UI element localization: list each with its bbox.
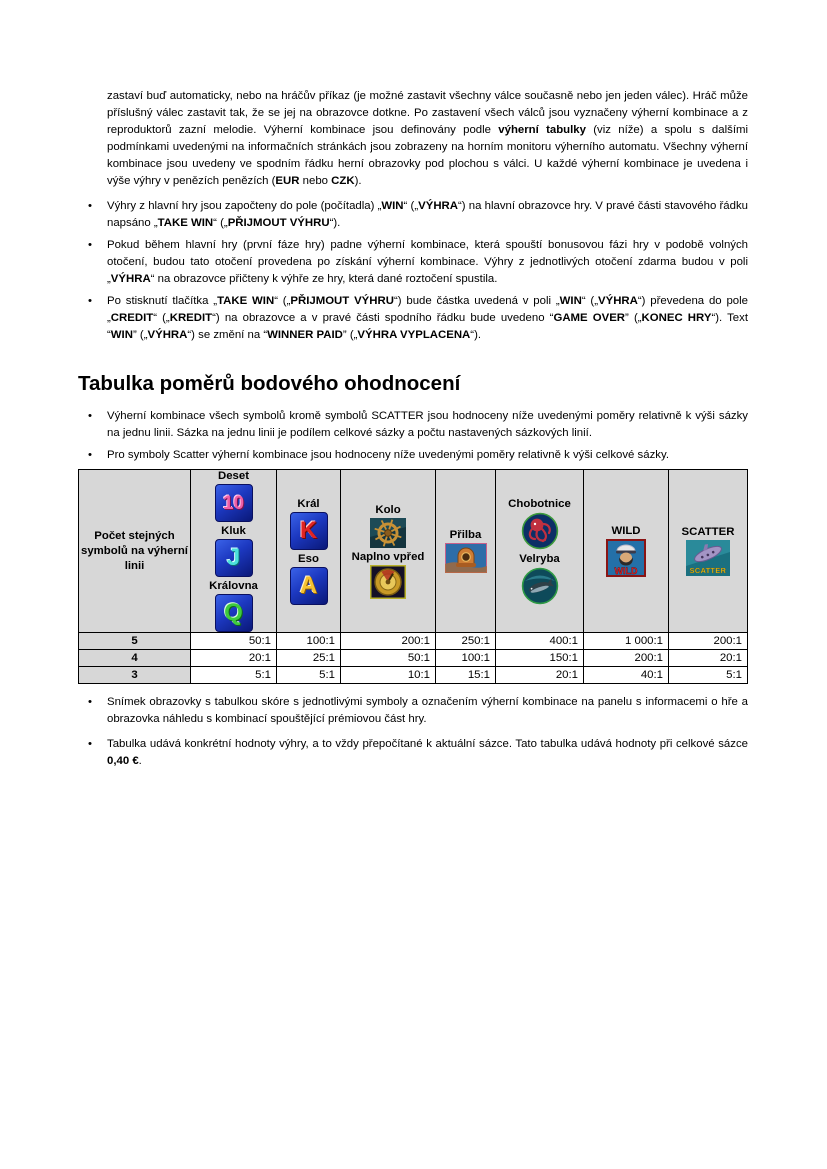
- ship-wheel-icon: [370, 518, 406, 548]
- paytable-col-high-cards: [277, 470, 341, 633]
- paytable-row-3: [79, 667, 748, 684]
- bullet-text: Pokud během hlavní hry (první fáze hry) padne výherní kombinace, která spouští bonusovou fázi hry v podobě volných otočení, budou tato otočení provedena po získání výherní kombinace. Výhry z jednotlivých otočení zdarma budou v poli „VÝHRA“ na obrazovce přičteny k výhře ze hry, která dané roztočení spustila.: [107, 239, 748, 285]
- value-cell: 200:1: [341, 633, 436, 650]
- symbol-eso: [290, 553, 328, 605]
- paytable: [78, 469, 748, 684]
- card-q-glyph: Q: [224, 599, 243, 626]
- symbol-kluk: [215, 525, 253, 577]
- bullet-text: Po stisknutí tlačítka „TAKE WIN“ („PŘIJMOUT VÝHRU“) bude částka uvedená v poli „WIN“ („VÝHRA“) převedena do pole „CREDIT“ („KREDIT“) na obrazovce a v pravé části spodního řádku bude uvedeno “GAME OVER” („KONEC HRY“). Text “WIN” („VÝHRA“) se změní na “WINNER PAID” („VÝHRA VYPLACENA“).: [107, 295, 748, 341]
- value-cell: 25:1: [277, 650, 341, 667]
- bullet-marker: •: [88, 410, 92, 422]
- symbol-wild: [606, 525, 646, 577]
- symbol-label-deset: Deset: [217, 470, 250, 482]
- symbol-label-kluk: Kluk: [221, 525, 246, 537]
- symbol-kralovna: [209, 580, 258, 632]
- value-cell: 100:1: [277, 633, 341, 650]
- symbol-scatter: [682, 526, 735, 576]
- paytable-corner-header: Počet stejných symbolů na výherní linii: [79, 470, 191, 633]
- symbol-chobotnice: [508, 498, 571, 550]
- bullet-item-bet-values-note: [78, 736, 748, 770]
- card-k-glyph: K: [299, 516, 318, 544]
- card-10-tile: [215, 484, 253, 522]
- value-cell: 5:1: [669, 667, 748, 684]
- bullet-item-win-field: [78, 198, 748, 232]
- bullet-marker: •: [88, 449, 92, 461]
- symbol-label-kral: Král: [297, 497, 320, 510]
- value-cell: 20:1: [191, 650, 277, 667]
- value-cell: 400:1: [496, 633, 584, 650]
- scatter-tile-text: SCATTER: [689, 566, 727, 575]
- bullet-marker: •: [88, 696, 92, 708]
- value-cell: 250:1: [436, 633, 496, 650]
- value-cell: 200:1: [584, 650, 669, 667]
- card-k-tile: [290, 512, 328, 550]
- value-cell: 40:1: [584, 667, 669, 684]
- bullet-item-line-bet-ratios: [78, 408, 748, 442]
- value-cell: 100:1: [436, 650, 496, 667]
- intro-paragraph: zastaví buď automaticky, nebo na hráčův příkaz (je možné zastavit všechny válce současně nebo jen jeden válec). Hráč může příslušný válec zastavit tak, že se jej na obrazovce dotkne. Po zastavení všech válců jsou vyznačeny výherní kombinace a z reproduktorů zazní melodie. Výherní kombinace jsou definovány podle výherní tabulky (viz níže) a spolu s dalšími podmínkami uvedenými na informačních stránkách jsou zobrazeny na horním monitoru výherního automatu. Všechny výherní kombinace jsou uvedeny ve spodním řádku herní obrazovky pod plochou s válci. U každé výherní kombinace je uvedena i výše výhry v penězích penězích (EUR nebo CZK).: [107, 90, 749, 187]
- section-heading: Tabulka poměrů bodového ohodnocení: [78, 372, 461, 395]
- symbol-naplno-vpred: [352, 551, 425, 599]
- bullet-marker: •: [88, 200, 92, 212]
- paytable-row-5: [79, 633, 748, 650]
- bullet-text: Tabulka udává konkrétní hodnoty výhry, a to vždy přepočítané k aktuální sázce. Tato tabulka udává hodnoty při celkové sázce 0,40 €.: [107, 738, 748, 767]
- paytable-col-low-cards: [191, 470, 277, 633]
- card-j-glyph: J: [226, 544, 241, 571]
- paytable-row-4: [79, 650, 748, 667]
- engine-telegraph-icon: [370, 565, 406, 599]
- whale-icon: [521, 567, 559, 605]
- symbol-label-wild: WILD: [611, 525, 641, 537]
- value-cell: 1 000:1: [584, 633, 669, 650]
- bullet-text: Pro symboly Scatter výherní kombinace jsou hodnoceny níže uvedenými poměry relativně k výši celkové sázky.: [107, 449, 669, 461]
- symbol-label-naplno-vpred: Naplno vpřed: [351, 550, 425, 563]
- wild-tile-text: WILD: [614, 566, 638, 576]
- paytable-col-helmet: [436, 470, 496, 633]
- paytable-col-scatter: [669, 470, 748, 633]
- card-j-tile: [215, 539, 253, 577]
- bullet-item-bonus-phase: [78, 237, 748, 288]
- value-cell: 5:1: [191, 667, 277, 684]
- value-cell: 10:1: [341, 667, 436, 684]
- symbol-prilba: [445, 529, 487, 573]
- count-cell: 4: [79, 650, 191, 667]
- bullet-marker: •: [88, 239, 92, 251]
- paytable-col-wild: [584, 470, 669, 633]
- bullet-text: Výhry z hlavní hry jsou započteny do pole (počítadla) „WIN“ („VÝHRA“) na hlavní obrazovce hry. V pravé části stavového řádku napsáno „TAKE WIN“ („PŘIJMOUT VÝHRU“).: [107, 200, 748, 229]
- bullet-text: Výherní kombinace všech symbolů kromě symbolů SCATTER jsou hodnoceny níže uvedenými poměry relativně k výši sázky na jednu linii. Sázka na jednu linii je podílem celkové sázky a počtu nastavených sázkových linií.: [107, 410, 748, 439]
- value-cell: 20:1: [669, 650, 748, 667]
- card-a-tile: [290, 567, 328, 605]
- bullet-text: Snímek obrazovky s tabulkou skóre s jednotlivými symboly a označením výherní kombinace na panelu s informacemi o hře a obrazovka náhledu s kombinací spouštějící prémiovou část hry.: [107, 696, 748, 725]
- value-cell: 150:1: [496, 650, 584, 667]
- captain-portrait-icon: [606, 539, 646, 577]
- symbol-label-velryba: Velryba: [519, 552, 560, 565]
- symbol-label-chobotnice: Chobotnice: [508, 497, 571, 510]
- paytable-header-row: [79, 470, 748, 633]
- page-content: [78, 88, 748, 775]
- value-cell: 20:1: [496, 667, 584, 684]
- symbol-kral: [290, 498, 328, 550]
- value-cell: 50:1: [341, 650, 436, 667]
- symbol-deset: [215, 470, 253, 522]
- card-10-glyph: 10: [222, 492, 245, 514]
- symbol-kolo: [370, 504, 406, 548]
- symbol-label-prilba: Přilba: [449, 529, 482, 541]
- value-cell: 200:1: [669, 633, 748, 650]
- bullet-marker: •: [88, 295, 92, 307]
- symbol-velryba: [519, 553, 560, 605]
- count-cell: 3: [79, 667, 191, 684]
- value-cell: 5:1: [277, 667, 341, 684]
- bullet-item-take-win: [78, 293, 748, 344]
- diving-helmet-icon: [445, 543, 487, 573]
- symbol-label-scatter: SCATTER: [681, 526, 735, 538]
- symbol-label-eso: Eso: [298, 552, 319, 565]
- card-q-tile: [215, 594, 253, 632]
- submarine-icon: [686, 540, 730, 576]
- value-cell: 50:1: [191, 633, 277, 650]
- bullet-item-screenshot-note: [78, 694, 748, 728]
- symbol-label-kralovna: Královna: [209, 580, 258, 592]
- card-a-glyph: A: [299, 571, 318, 599]
- paytable-col-wheel-telegraph: [341, 470, 436, 633]
- octopus-icon: [521, 512, 559, 550]
- value-cell: 15:1: [436, 667, 496, 684]
- paytable-col-octopus-whale: [496, 470, 584, 633]
- count-cell: 5: [79, 633, 191, 650]
- symbol-label-kolo: Kolo: [375, 503, 401, 516]
- bullet-marker: •: [88, 738, 92, 750]
- bullet-item-scatter-ratios: [78, 447, 748, 464]
